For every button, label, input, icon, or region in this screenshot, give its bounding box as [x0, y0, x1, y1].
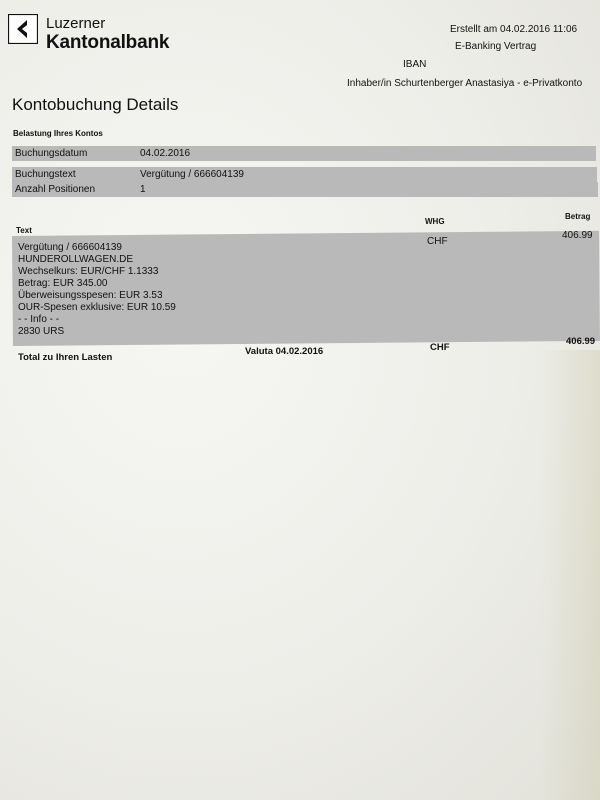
field-label: Buchungsdatum: [15, 148, 88, 159]
row-currency: CHF: [427, 236, 448, 247]
iban-label: IBAN: [403, 59, 427, 70]
detail-line: Wechselkurs: EUR/CHF 1.1333: [18, 266, 159, 277]
field-label: Anzahl Positionen: [15, 184, 96, 195]
detail-line: 2830 URS: [18, 326, 65, 337]
page-shadow: [540, 350, 600, 800]
field-label: Buchungstext: [15, 169, 76, 180]
field-value: Vergütung / 666604139: [140, 169, 244, 180]
total-amount: 406.99: [566, 336, 596, 347]
bank-name-line2: Kantonalbank: [46, 32, 170, 53]
bank-name-line1: Luzerner: [46, 15, 106, 32]
column-header-text: Text: [16, 226, 32, 235]
total-label: Total zu Ihren Lasten: [18, 352, 113, 363]
total-currency: CHF: [430, 342, 450, 353]
row-amount: 406.99: [562, 230, 593, 241]
section-label: Belastung Ihres Kontos: [13, 129, 103, 138]
detail-line: Überweisungsspesen: EUR 3.53: [18, 290, 163, 301]
contract-label: E-Banking Vertrag: [455, 41, 537, 52]
detail-line: - - Info - -: [18, 314, 60, 325]
detail-line: OUR-Spesen exklusive: EUR 10.59: [18, 302, 176, 313]
column-header-currency: WHG: [425, 217, 445, 226]
detail-line: Betrag: EUR 345.00: [18, 278, 108, 289]
bank-logo-icon: [8, 14, 38, 44]
account-holder: Inhaber/in Schurtenberger Anastasiya - e-Privatkonto: [347, 78, 583, 89]
page-title: Kontobuchung Details: [12, 95, 179, 114]
bank-logo: [8, 14, 169, 52]
field-row-position-count: [12, 182, 598, 197]
column-header-amount: Betrag: [565, 212, 591, 221]
field-row-booking-date: [12, 146, 596, 161]
field-row-booking-text: [12, 167, 597, 182]
field-value: 1: [140, 184, 146, 195]
field-value: 04.02.2016: [140, 148, 191, 159]
total-valuta: Valuta 04.02.2016: [245, 346, 324, 357]
detail-line: Vergütung / 666604139: [18, 242, 122, 253]
iban-row: [403, 59, 426, 70]
detail-line: HUNDEROLLWAGEN.DE: [18, 254, 134, 265]
created-timestamp: Erstellt am 04.02.2016 11:06: [450, 24, 578, 35]
